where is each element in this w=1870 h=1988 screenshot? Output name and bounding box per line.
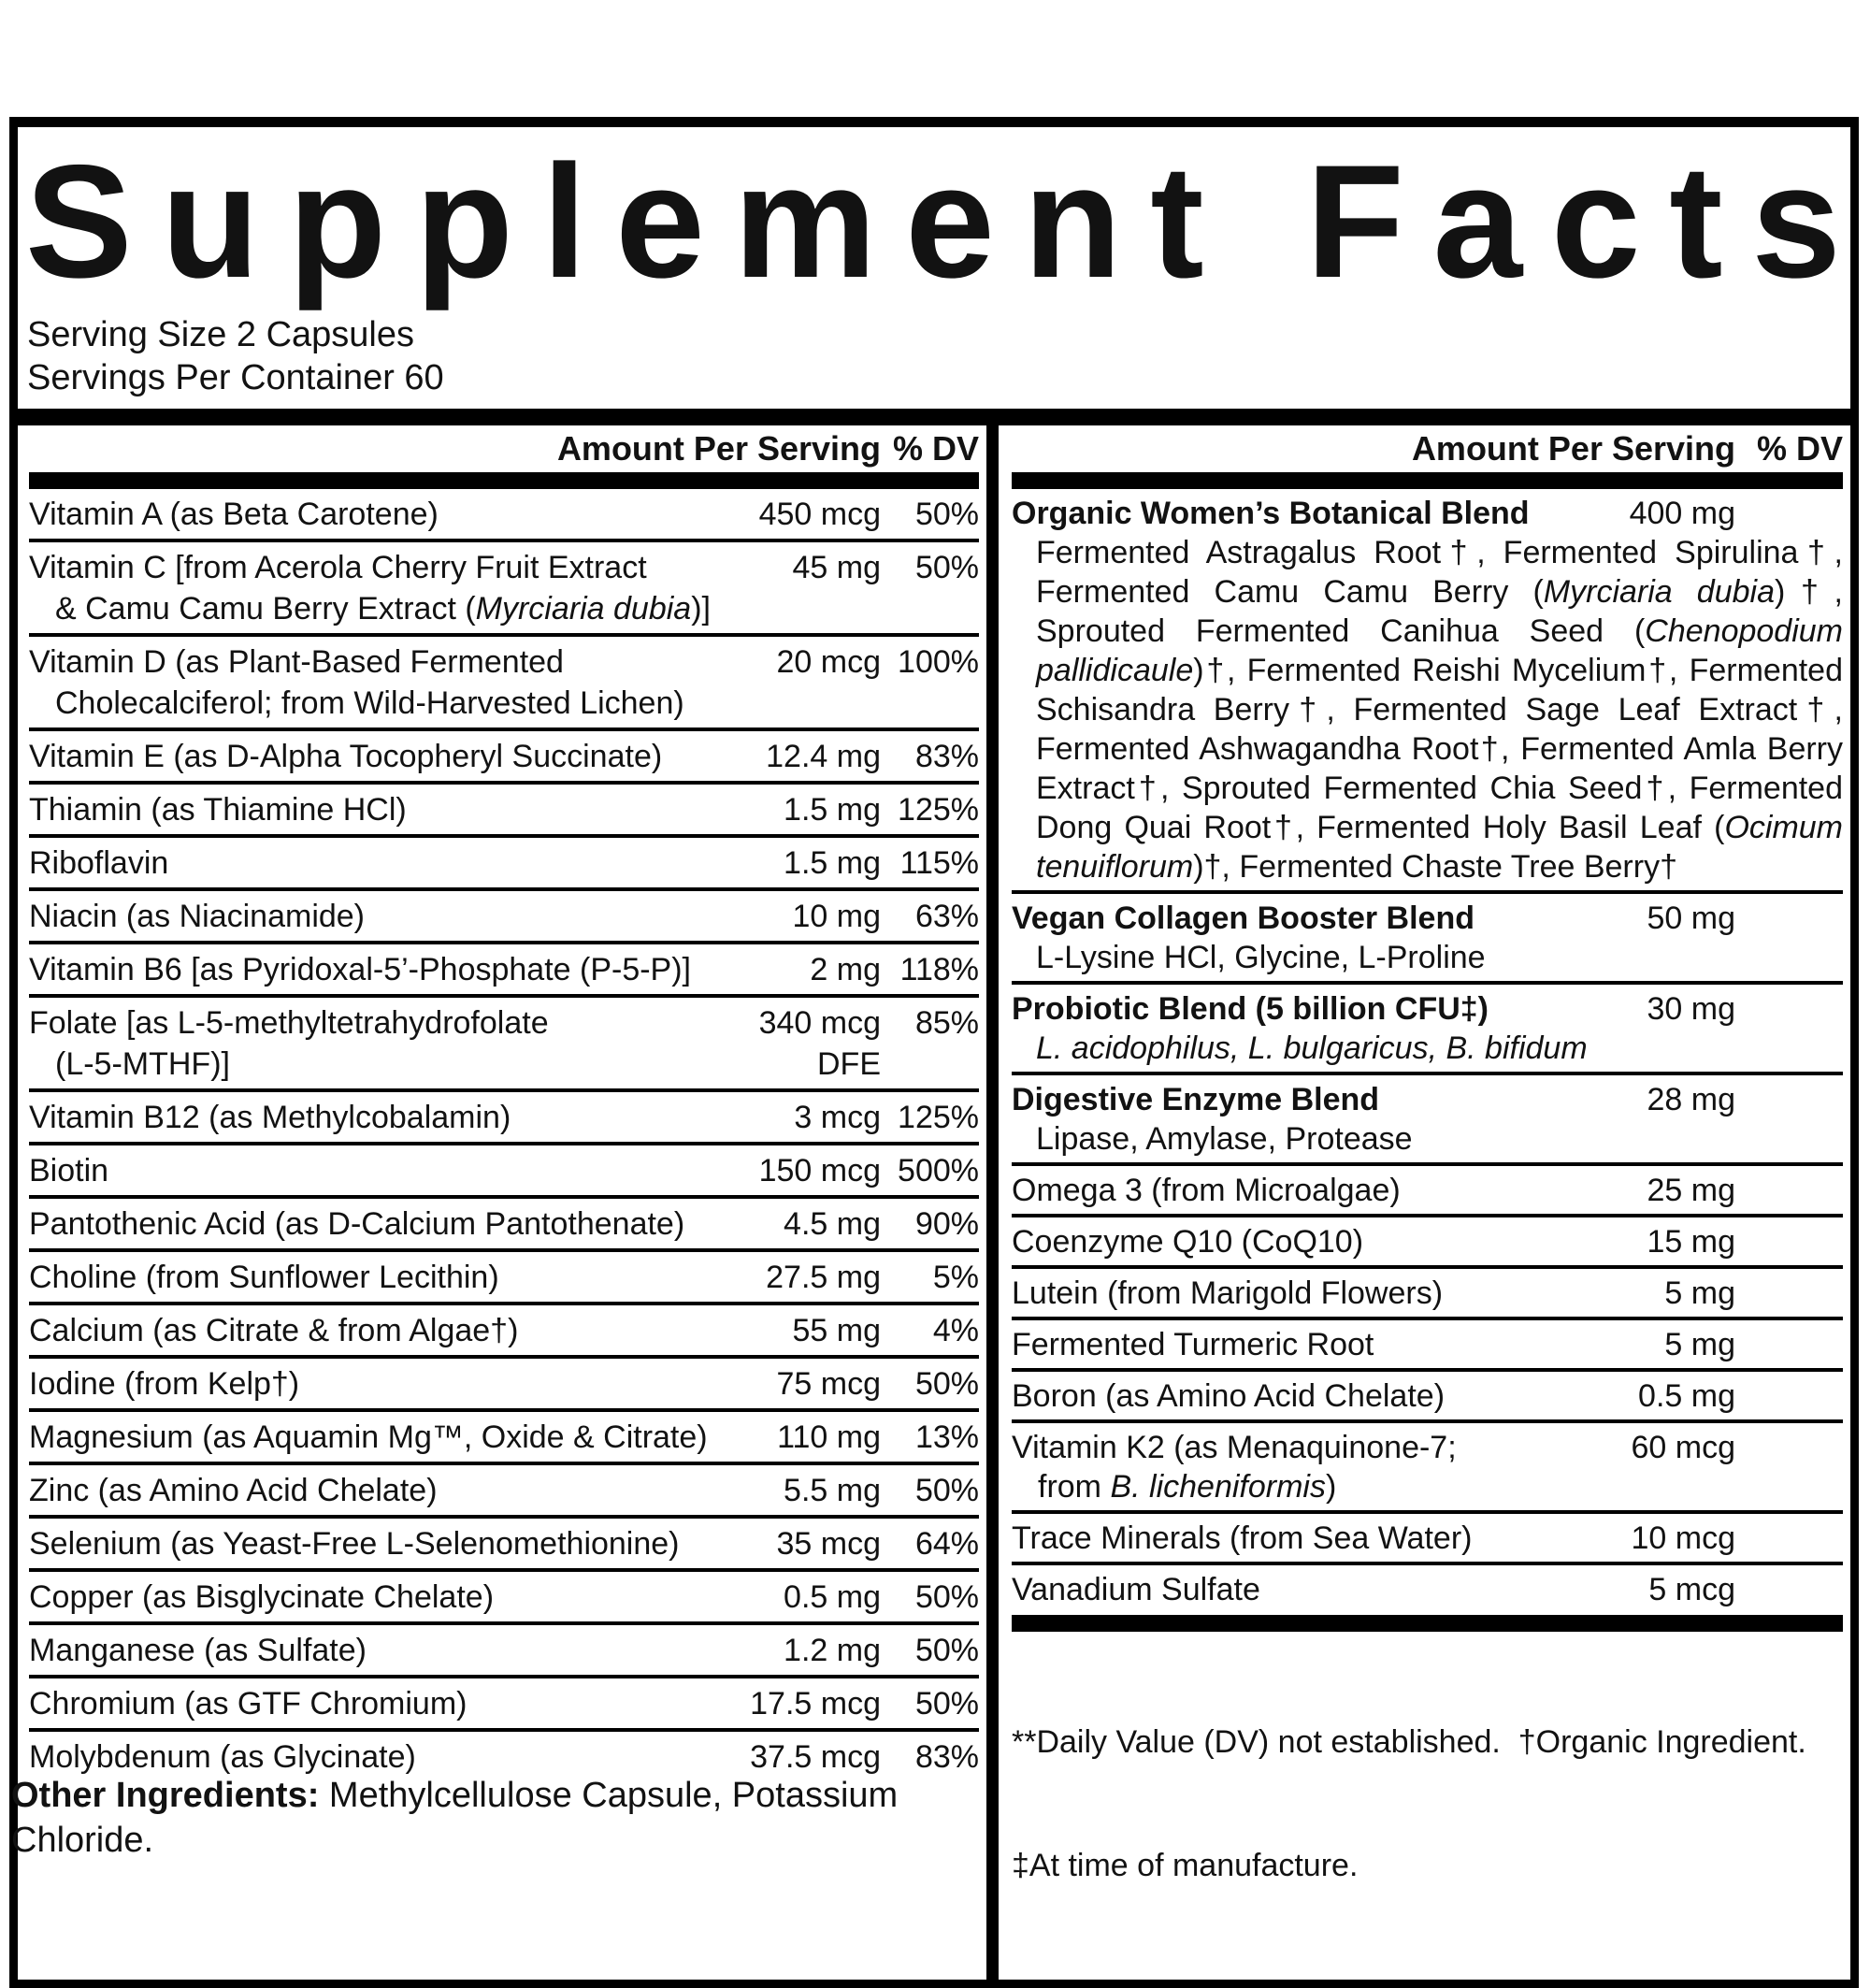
percent-dv-header: % DV [892, 429, 979, 468]
row-dv [1735, 494, 1843, 533]
page-title: S u p p l e m e n t F a c t s [25, 132, 1841, 311]
row-name: Calcium (as Citrate & from Algae†) [29, 1313, 519, 1349]
row-amount: 3 mcg [794, 1100, 881, 1136]
row-name: Choline (from Sunflower Lecithin) [29, 1260, 499, 1296]
row-dv [1735, 1376, 1843, 1416]
row-amount: 5 mg [1664, 1275, 1735, 1312]
row-name: Magnesium (as Aquamin Mg™, Oxide & Citrate) [29, 1419, 708, 1456]
row-amount: 12.4 mg [766, 739, 881, 775]
footnote [1012, 1632, 1843, 1980]
row-amount: 20 mcg [776, 644, 881, 681]
row-amount: 55 mg [792, 1313, 881, 1349]
table-row [29, 1252, 979, 1305]
table-row [1012, 1423, 1843, 1514]
row-amount: 150 mcg [758, 1153, 881, 1189]
row-amount: 1.5 mg [784, 792, 881, 828]
row-amount: 30 mg [1647, 991, 1735, 1028]
row-amount: 340 mcg DFE [758, 1005, 881, 1083]
row-amount: 5.5 mg [784, 1473, 881, 1509]
row-name: Organic Women’s Botanical Blend [1012, 496, 1530, 532]
percent-dv-header: % DV [1756, 429, 1843, 468]
row-amount: 17.5 mcg [750, 1686, 881, 1722]
row-name: Riboflavin [29, 845, 169, 882]
table-row [29, 838, 979, 891]
table-row [29, 1092, 979, 1145]
servings-per-container: Servings Per Container 60 [27, 358, 444, 398]
right-panel [999, 425, 1850, 1980]
row-amount: 10 mg [792, 899, 881, 935]
row-dv [1735, 1570, 1843, 1609]
other-ingredients [11, 1773, 956, 1863]
panel-divider [986, 425, 999, 1980]
row-name: Digestive Enzyme Blend [1012, 1082, 1380, 1118]
row-dv: 50% [914, 497, 979, 533]
row-dv: 125% [898, 1100, 979, 1136]
table-row [1012, 1320, 1843, 1372]
row-dv: 118% [899, 952, 979, 988]
row-name: Chromium (as GTF Chromium) [29, 1686, 468, 1722]
row-amount: 400 mg [1629, 496, 1735, 532]
table-row [29, 542, 979, 637]
row-dv: 50% [914, 1686, 979, 1722]
table-row [29, 1572, 979, 1625]
row-dv: 50% [914, 550, 979, 586]
divider-bar-top [18, 409, 1850, 425]
row-name: Iodine (from Kelp†) [29, 1366, 300, 1403]
row-amount: 5 mg [1664, 1327, 1735, 1363]
row-name: Boron (as Amino Acid Chelate) [1012, 1378, 1446, 1415]
table-row [1012, 1565, 1843, 1613]
row-amount: 1.5 mg [784, 845, 881, 882]
row-amount: 110 mg [777, 1419, 881, 1456]
row-name: Coenzyme Q10 (CoQ10) [1012, 1224, 1364, 1261]
row-amount: 15 mg [1647, 1224, 1735, 1261]
row-name: Molybdenum (as Glycinate) [29, 1739, 416, 1776]
row-amount: 1.2 mg [784, 1633, 881, 1669]
row-dv [1735, 1519, 1843, 1558]
table-row [1012, 1372, 1843, 1423]
row-amount: 28 mg [1647, 1082, 1735, 1118]
facts-panel-box [9, 117, 1859, 1988]
row-name: Vanadium Sulfate [1012, 1572, 1260, 1608]
row-dv [1735, 1428, 1843, 1506]
row-dv: 100% [898, 644, 979, 681]
row-dv: 85% [914, 1005, 979, 1042]
row-dv: 90% [914, 1206, 979, 1243]
row-name: Vitamin C [from Acerola Cherry Fruit Extract & Camu Camu Berry Extract (Myrciaria dubia)] [29, 550, 711, 627]
row-amount: 0.5 mg [784, 1579, 881, 1616]
row-name: Pantothenic Acid (as D-Calcium Pantothenate) [29, 1206, 685, 1243]
row-sub-ingredients: Lipase, Amylase, Protease [1036, 1121, 1413, 1158]
table-row [29, 998, 979, 1092]
row-dv [1735, 989, 1843, 1029]
row-dv [1735, 899, 1843, 938]
right-table-body [1012, 489, 1843, 1613]
row-name: Vitamin B6 [as Pyridoxal-5’-Phosphate (P-5-P)] [29, 952, 692, 988]
row-sub-ingredients: L. acidophilus, L. bulgaricus, B. bifidum [1036, 1030, 1588, 1067]
table-row [29, 785, 979, 838]
row-amount: 75 mcg [776, 1366, 881, 1403]
row-name: Trace Minerals (from Sea Water) [1012, 1520, 1473, 1557]
table-row [29, 1678, 979, 1732]
row-dv [1735, 1325, 1843, 1364]
other-ingredients-label: Other Ingredients: [11, 1776, 320, 1815]
row-dv: 83% [914, 1739, 979, 1776]
row-dv: 83% [914, 739, 979, 775]
row-name: Vitamin K2 (as Menaquinone-7; from B. licheniformis) [1012, 1430, 1457, 1505]
table-row [29, 1465, 979, 1519]
facts-columns [18, 425, 1850, 1980]
row-dv: 13% [914, 1419, 979, 1456]
row-dv: 500% [898, 1153, 979, 1189]
row-amount: 60 mcg [1631, 1430, 1735, 1466]
table-row [1012, 1269, 1843, 1320]
row-dv [1735, 1222, 1843, 1261]
row-amount: 45 mg [792, 550, 881, 586]
row-dv [1735, 1171, 1843, 1210]
table-row [29, 1625, 979, 1678]
row-name: Thiamin (as Thiamine HCl) [29, 792, 407, 828]
table-row [29, 731, 979, 785]
row-name: Vitamin A (as Beta Carotene) [29, 497, 439, 533]
row-name: Zinc (as Amino Acid Chelate) [29, 1473, 438, 1509]
row-amount: 27.5 mg [766, 1260, 881, 1296]
table-row [29, 891, 979, 944]
left-table-body [29, 489, 979, 1781]
row-dv: 50% [914, 1366, 979, 1403]
row-name: Folate [as L-5-methyltetrahydrofolate (L-5-MTHF)] [29, 1005, 549, 1083]
row-dv: 64% [914, 1526, 979, 1563]
row-dv: 4% [932, 1313, 979, 1349]
row-amount: 0.5 mg [1638, 1378, 1735, 1415]
row-name: Probiotic Blend (5 billion CFU‡) [1012, 991, 1489, 1028]
table-row [29, 1305, 979, 1359]
other-ingredients-text: Methylcellulose Capsule, Potassium Chloride. [11, 1776, 899, 1860]
row-amount: 35 mcg [776, 1526, 881, 1563]
row-name: Vitamin D (as Plant-Based Fermented Cholecalciferol; from Wild-Harvested Lichen) [29, 644, 684, 722]
table-row [1012, 894, 1843, 985]
row-name: Biotin [29, 1153, 109, 1189]
table-row [1012, 1217, 1843, 1269]
row-name: Lutein (from Marigold Flowers) [1012, 1275, 1444, 1312]
row-name: Vegan Collagen Booster Blend [1012, 900, 1474, 937]
row-name: Fermented Turmeric Root [1012, 1327, 1374, 1363]
row-name: Selenium (as Yeast-Free L-Selenomethionine) [29, 1526, 680, 1563]
row-dv [1735, 1274, 1843, 1313]
divider-bar-left-header [29, 472, 979, 489]
row-dv: 115% [899, 845, 979, 882]
row-dv: 125% [898, 792, 979, 828]
table-row [29, 1359, 979, 1412]
table-row [1012, 985, 1843, 1075]
row-dv: 63% [914, 899, 979, 935]
table-row [1012, 489, 1843, 894]
table-row [29, 637, 979, 731]
row-sub-ingredients: Fermented Astragalus Root†, Fermented Spirulina†, Fermented Camu Camu Berry (Myrciaria dubia)†, Sprouted Fermented Canihua Seed (Chenopodium pallidicaule)†, Fermented Reishi Mycelium†, Fermented Schisandra Berry†, Fermented Sage Leaf Extract†, Fermented Ashwagandha Root†, Fermented Amla Berry Extract†, Sprouted Fermented Chia Seed†, Fermented Dong Quai Root†, Fermented Holy Basil Leaf (Ocimum tenuiflorum)†, Fermented Chaste Tree Berry† [1036, 535, 1844, 886]
row-dv: 5% [932, 1260, 979, 1296]
divider-bar-footnote [1012, 1615, 1843, 1632]
table-row [29, 489, 979, 542]
row-amount: 450 mcg [758, 497, 881, 533]
row-name: Vitamin B12 (as Methylcobalamin) [29, 1100, 511, 1136]
row-amount: 2 mg [810, 952, 881, 988]
right-table-header [1012, 425, 1843, 472]
amount-per-serving-header: Amount Per Serving [1411, 429, 1735, 468]
row-name: Vitamin E (as D-Alpha Tocopheryl Succinate) [29, 739, 663, 775]
row-dv [1735, 1080, 1843, 1119]
row-amount: 4.5 mg [784, 1206, 881, 1243]
row-amount: 5 mcg [1648, 1572, 1735, 1608]
serving-size: Serving Size 2 Capsules [27, 315, 414, 355]
table-row [1012, 1166, 1843, 1217]
left-panel [18, 425, 986, 1980]
row-name: Omega 3 (from Microalgae) [1012, 1173, 1401, 1209]
row-name: Manganese (as Sulfate) [29, 1633, 367, 1669]
row-amount: 37.5 mcg [750, 1739, 881, 1776]
row-amount: 50 mg [1647, 900, 1735, 937]
row-amount: 25 mg [1647, 1173, 1735, 1209]
row-dv: 50% [914, 1473, 979, 1509]
table-row [29, 1145, 979, 1199]
row-name: Copper (as Bisglycinate Chelate) [29, 1579, 495, 1616]
left-table-header [29, 425, 979, 472]
table-row [29, 1412, 979, 1465]
serving-info [18, 311, 1850, 409]
footnote-line-1: **Daily Value (DV) not established. †Organic Ingredient. [1012, 1724, 1806, 1761]
row-dv: 50% [914, 1579, 979, 1616]
footnote-line-2: ‡At time of manufacture. [1012, 1848, 1359, 1884]
amount-per-serving-header: Amount Per Serving [556, 429, 881, 468]
row-name: Niacin (as Niacinamide) [29, 899, 366, 935]
row-dv: 50% [914, 1633, 979, 1669]
table-row [1012, 1075, 1843, 1166]
row-sub-ingredients: L-Lysine HCl, Glycine, L-Proline [1036, 940, 1486, 976]
table-row [29, 1519, 979, 1572]
row-amount: 10 mcg [1631, 1520, 1735, 1557]
divider-bar-right-header [1012, 472, 1843, 489]
table-row [1012, 1514, 1843, 1565]
table-row [29, 1199, 979, 1252]
table-row [29, 944, 979, 998]
